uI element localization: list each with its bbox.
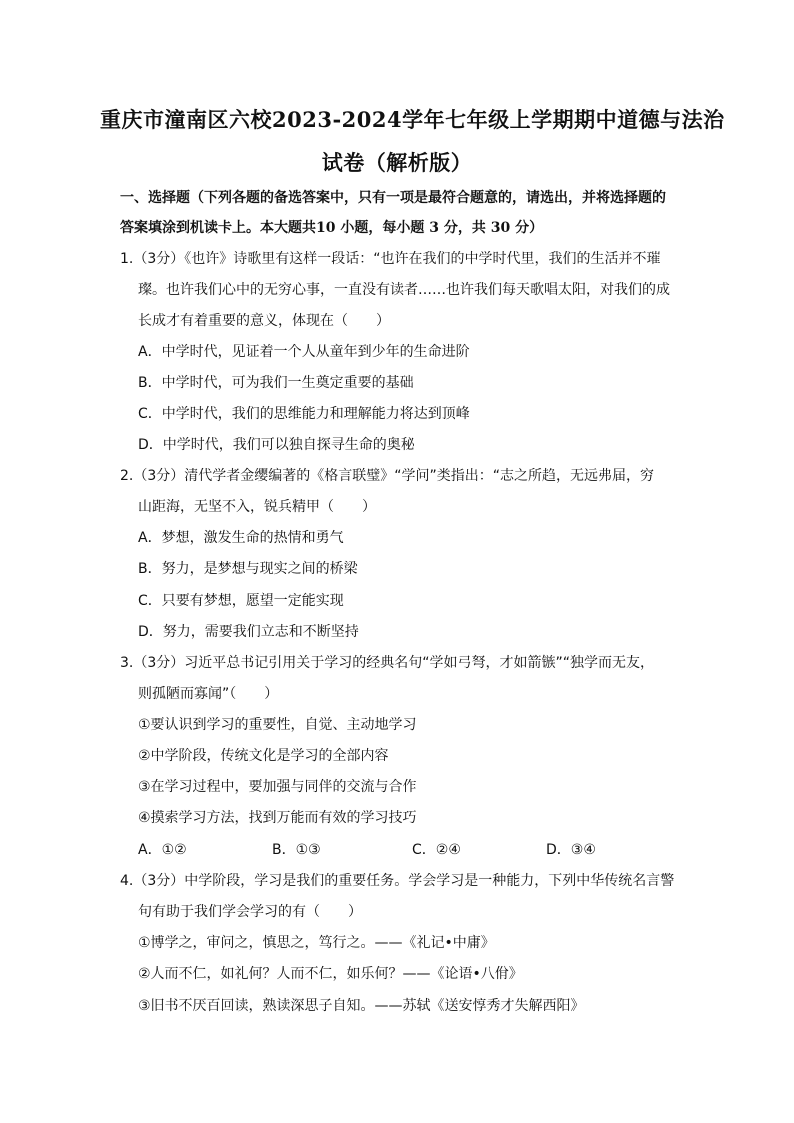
q1-option-d: D．中学时代，我们可以独自探寻生命的奥秘 [138, 437, 415, 453]
section-instruction-line-2: 答案填涂到机读卡上。本大题共10 小题，每小题 3 分，共 30 分） [120, 220, 544, 236]
q1-stem-line-3: 长成才有着重要的意义，体现在（ ） [138, 313, 390, 329]
q1-stem-line-2: 璨。也许我们心中的无穷心事，一直没有读者……也许我们每天歌唱太阳，对我们的成 [138, 282, 670, 298]
q3-option-b: B．①③ [272, 842, 321, 858]
q1-option-c: C．中学时代，我们的思维能力和理解能力将达到顶峰 [138, 406, 470, 422]
q4-statement-2: ②人而不仁，如礼何？人而不仁，如乐何？——《论语•八佾》 [138, 966, 523, 982]
q3-statement-2: ②中学阶段，传统文化是学习的全部内容 [138, 748, 389, 764]
q4-stem-line-2: 句有助于我们学会学习的有（ ） [138, 904, 362, 920]
q3-stem-line-1: 3.（3分）习近平总书记引用关于学习的经典名句“学如弓弩，才如箭镞”“独学而无友， [120, 655, 655, 671]
q3-option-c: C．②④ [412, 842, 461, 858]
q2-stem-line-1: 2.（3分）清代学者金缨编著的《格言联璧》“学问”类指出：“志之所趋，无远弗届，穷 [120, 468, 655, 484]
q3-option-d: D．③④ [546, 842, 596, 858]
q3-statement-3: ③在学习过程中，要加强与同伴的交流与合作 [138, 779, 417, 795]
q4-statement-1: ①博学之，审问之，慎思之，笃行之。——《礼记•中庸》 [138, 935, 495, 951]
q2-stem-line-2: 山距海，无坚不入，锐兵精甲（ ） [138, 499, 376, 515]
q2-option-b: B．努力，是梦想与现实之间的桥梁 [138, 561, 358, 577]
exam-title-line-2: 试卷（解析版） [321, 150, 473, 175]
q3-stem-line-2: 则孤陋而寡闻”（ ） [138, 686, 279, 702]
q3-statement-4: ④摸索学习方法，找到万能而有效的学习技巧 [138, 810, 417, 826]
exam-title-line-1: 重庆市潼南区六校2023-2024学年七年级上学期期中道德与法治 [100, 107, 725, 132]
q2-option-c: C．只要有梦想，愿望一定能实现 [138, 593, 344, 609]
q1-option-a: A．中学时代，见证着一个人从童年到少年的生命进阶 [138, 344, 470, 360]
section-instruction-line-1: 一、选择题（下列各题的备选答案中，只有一项是最符合题意的，请选出，并将选择题的 [120, 190, 666, 206]
q4-stem-line-1: 4.（3分）中学阶段，学习是我们的重要任务。学会学习是一种能力，下列中华传统名言警 [120, 873, 675, 889]
q4-statement-3: ③旧书不厌百回读，熟读深思子自知。——苏轼《送安惇秀才失解西阳》 [138, 998, 585, 1014]
q1-option-b: B．中学时代，可为我们一生奠定重要的基础 [138, 375, 414, 391]
q2-option-a: A．梦想，激发生命的热情和勇气 [138, 530, 344, 546]
q1-stem-line-1: 1.（3分）《也许》诗歌里有这样一段话：“也许在我们的中学时代里，我们的生活并不璀 [120, 251, 661, 267]
q3-statement-1: ①要认识到学习的重要性，自觉、主动地学习 [138, 717, 417, 733]
q2-option-d: D．努力，需要我们立志和不断坚持 [138, 624, 359, 640]
q3-option-a: A．①② [138, 842, 187, 858]
